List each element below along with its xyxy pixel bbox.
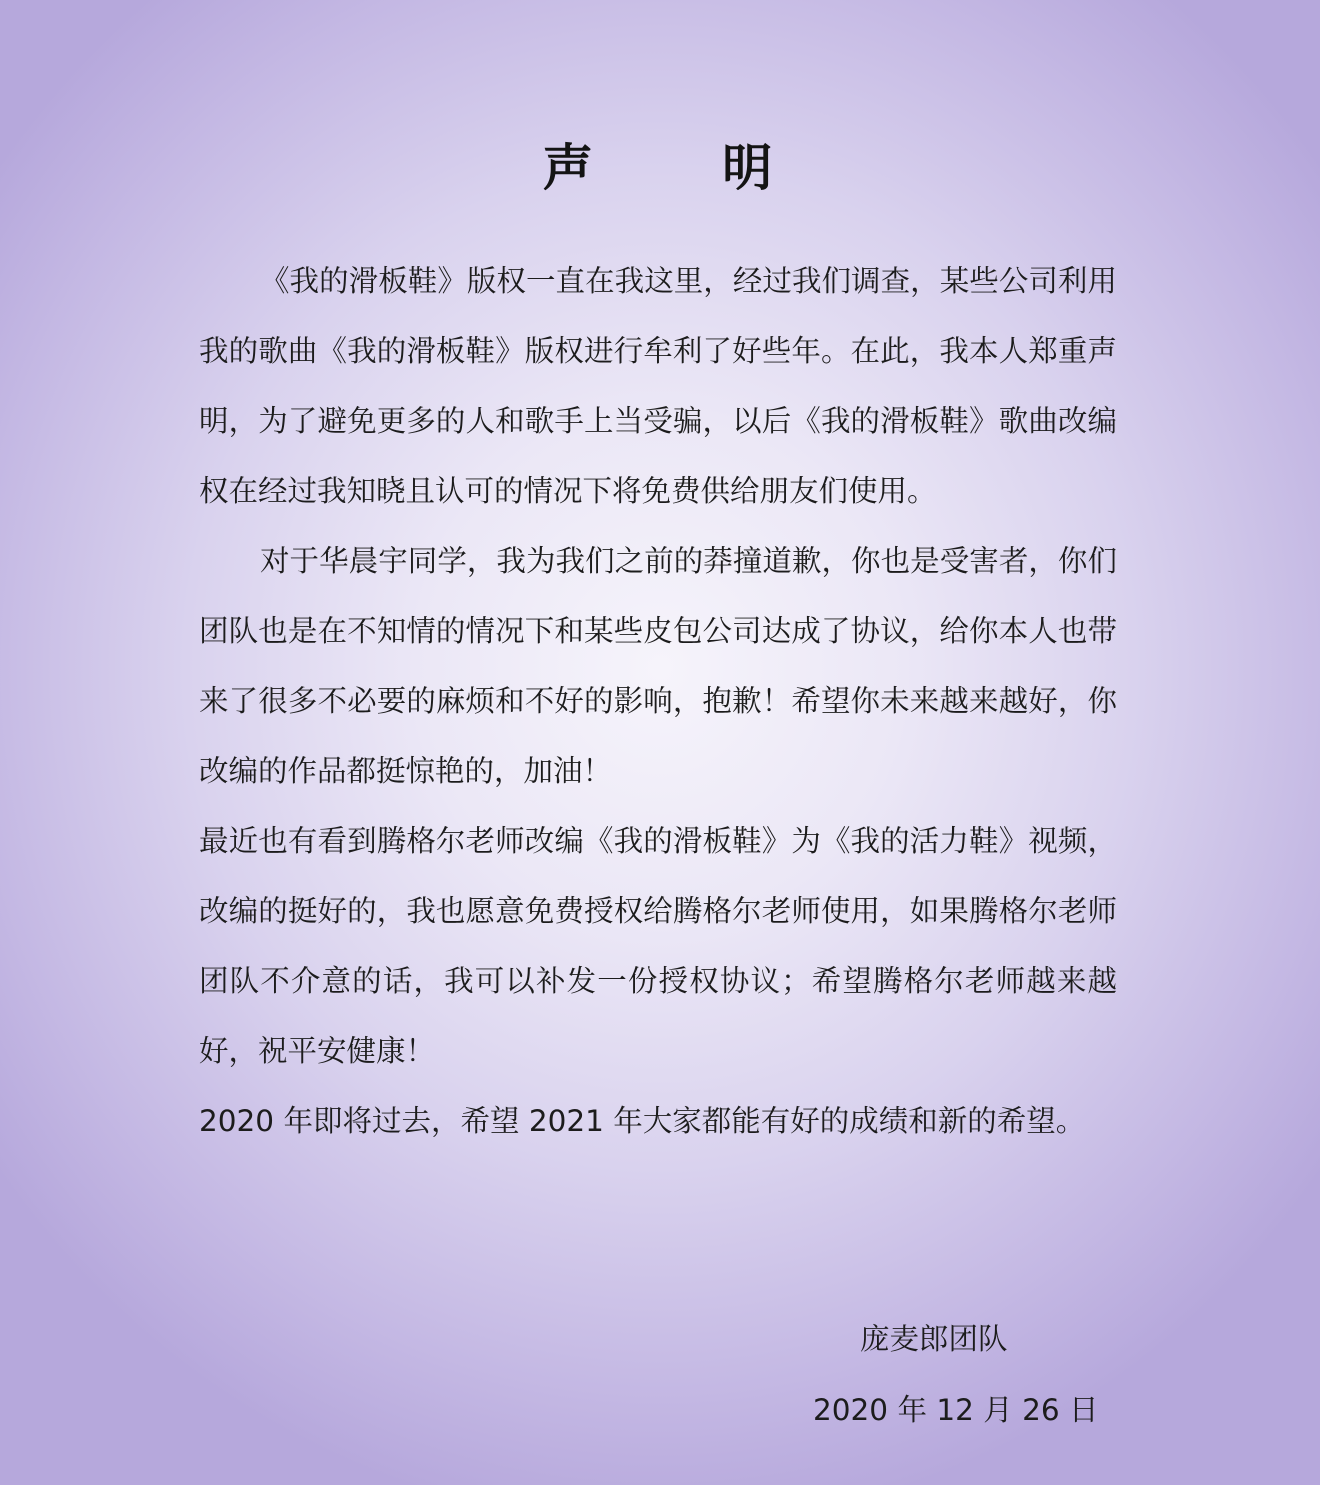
paragraph-apology: 对于华晨宇同学，我为我们之前的莽撞道歉，你也是受害者，你们团队也是在不知情的情况下和某些皮包公司达成了协议，给你本人也带来了很多不必要的麻烦和不好的影响，抱歉！希望你未来越来越好，你改编的作品都挺惊艳的，加油！ bbox=[199, 544, 1117, 788]
document-title: 声 明 bbox=[542, 138, 829, 197]
paragraph-authorization: 最近也有看到腾格尔老师改编《我的滑板鞋》为《我的活力鞋》视频，改编的挺好的，我也愿意免费授权给腾格尔老师使用，如果腾格尔老师团队不介意的话，我可以补发一份授权协议；希望腾格尔老师越来越好，祝平安健康！ bbox=[199, 824, 1117, 1068]
signature: 庞麦郎团队 bbox=[860, 1322, 1008, 1356]
paragraph-copyright: 《我的滑板鞋》版权一直在我这里，经过我们调查，某些公司利用我的歌曲《我的滑板鞋》版权进行牟利了好些年。在此，我本人郑重声明，为了避免更多的人和歌手上当受骗，以后《我的滑板鞋》歌曲改编权在经过我知晓且认可的情况下将免费供给朋友们使用。 bbox=[199, 264, 1117, 508]
document-body bbox=[199, 246, 1117, 1156]
paragraph-new-year: 2020 年即将过去，希望 2021 年大家都能有好的成绩和新的希望。 bbox=[199, 1104, 1086, 1138]
statement-date: 2020 年 12 月 26 日 bbox=[813, 1393, 1099, 1427]
